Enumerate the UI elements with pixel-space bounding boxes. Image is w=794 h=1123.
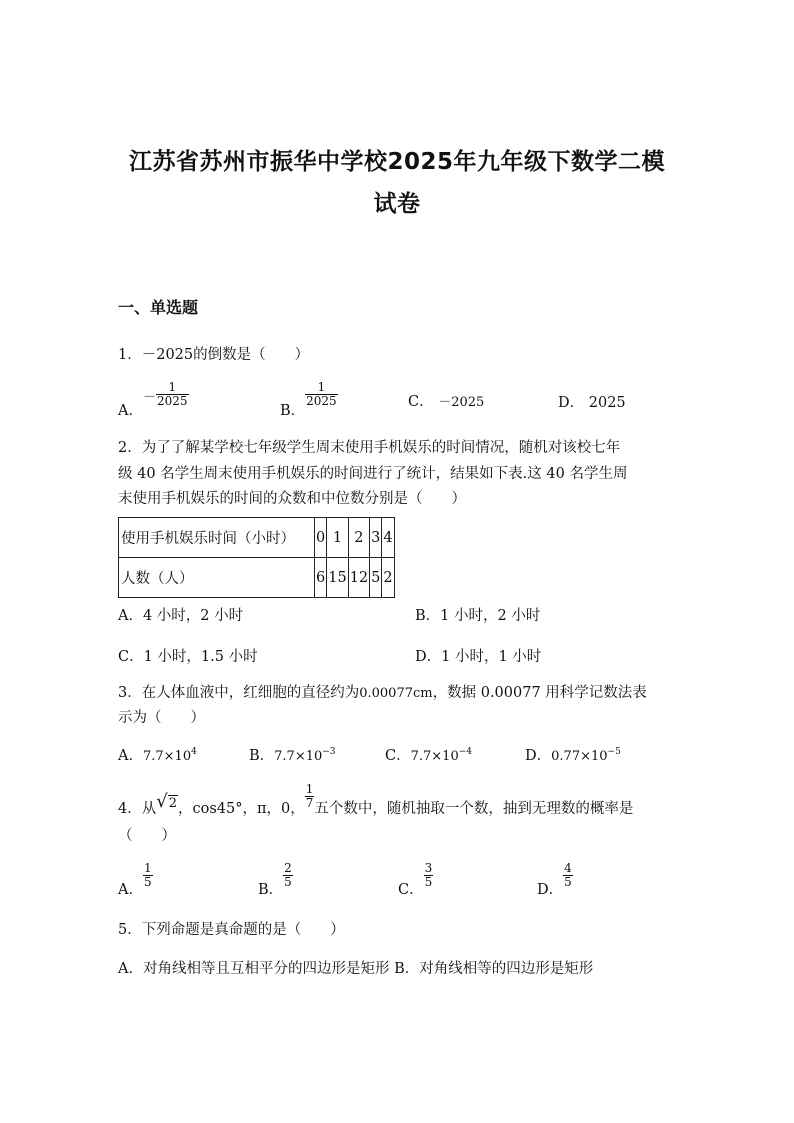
table-cell: 2 — [382, 558, 394, 598]
question-4-line1 — [118, 782, 634, 817]
page-title-line2: 试卷 — [373, 191, 421, 217]
q2-option-b: B．1 小时，2 小时 — [415, 608, 541, 624]
table-cell: 5 — [370, 558, 382, 598]
table-row — [119, 558, 395, 598]
q3-option-b — [249, 744, 336, 765]
q3-option-c — [385, 744, 472, 765]
table-cell: 0 — [315, 518, 327, 558]
q3-option-a — [118, 744, 197, 765]
table-cell: 4 — [382, 518, 394, 558]
table-row — [119, 518, 395, 558]
q4-b-num: 2 — [284, 861, 292, 875]
q1-a-sign: － — [142, 389, 156, 405]
q1-option-b — [280, 380, 338, 419]
question-3-line1 — [118, 681, 647, 702]
q1-a-num: 1 — [168, 380, 177, 394]
q3-text-post: ，数据 0.00077 用科学记数法表 — [432, 685, 647, 701]
q1-b-num: 1 — [317, 380, 326, 394]
q3-text-pre: 3．在人体血液中，红细胞的直径约为 — [118, 685, 360, 701]
q3-d-exp: −5 — [607, 747, 621, 758]
table-cell: 1 — [327, 518, 348, 558]
q4-d-label: D． — [537, 881, 564, 898]
q4-a-label: A． — [118, 881, 143, 898]
q3-value: 0.00077cm — [359, 686, 433, 701]
table-cell: 6 — [315, 558, 327, 598]
q3-c-base: 7.7×10 — [410, 749, 459, 764]
q4-a-fraction — [143, 862, 153, 889]
q4-d-den: 5 — [564, 875, 572, 889]
table-cell: 2 — [348, 518, 369, 558]
data-table — [118, 517, 395, 598]
q3-c-exp: −4 — [458, 747, 472, 758]
q4-c-label: C． — [398, 881, 424, 898]
q4-a-num: 1 — [143, 861, 152, 875]
q1-b-fraction — [305, 381, 338, 408]
q4-option-d — [537, 861, 573, 898]
q4-option-a — [118, 861, 153, 898]
q1-c-label: C． — [408, 394, 434, 410]
section-heading: 一、单选题 — [118, 298, 199, 317]
q4-text-pre: 4．从 — [118, 800, 157, 817]
question-2-line3: 末使用手机娱乐的时间的众数和中位数分别是（ ） — [118, 491, 466, 507]
q3-a-base: 7.7×10 — [142, 749, 192, 764]
q2-option-d: D．1 小时，1 小时 — [415, 649, 542, 665]
question-1-stem: 1．－2025的倒数是（ ） — [118, 347, 310, 363]
q4-frac-num: 1 — [305, 782, 314, 796]
question-2-line2: 级 40 名学生周末使用手机娱乐的时间进行了统计，结果如下表.这 40 名学生周 — [118, 466, 628, 482]
q1-a-fraction — [156, 381, 189, 408]
q1-d-label: D． — [558, 395, 585, 411]
q3-c-label: C． — [385, 748, 411, 764]
question-3-line2: 示为（ ） — [118, 710, 205, 726]
question-2-line1: 2．为了了解某学校七年级学生周末使用手机娱乐的时间情况，随机对该校七年 — [118, 440, 621, 456]
q4-a-den: 5 — [143, 875, 152, 889]
q4-c-fraction — [424, 862, 434, 889]
q2-option-c: C．1 小时，1.5 小时 — [118, 649, 258, 665]
q5-options-ab: A．对角线相等且互相平分的四边形是矩形 B．对角线相等的四边形是矩形 — [118, 961, 594, 977]
q4-text-post: 五个数中，随机抽取一个数，抽到无理数的概率是 — [314, 800, 634, 817]
q4-c-num: 3 — [424, 861, 433, 875]
q3-a-label: A． — [118, 748, 143, 764]
q4-b-fraction — [283, 862, 293, 889]
q1-b-label: B． — [280, 402, 306, 419]
table-cell: 15 — [327, 558, 348, 598]
q4-sqrt-value: 2 — [168, 795, 177, 811]
q4-frac-den: 7 — [305, 796, 314, 810]
q3-option-d — [525, 744, 621, 765]
q3-d-base: 0.77×10 — [551, 749, 608, 764]
q1-d-value: 2025 — [588, 395, 626, 411]
q4-d-fraction — [563, 862, 573, 889]
q3-b-base: 7.7×10 — [274, 749, 323, 764]
question-4-line2: （ ） — [118, 828, 176, 844]
table-cell: 12 — [348, 558, 369, 598]
q4-d-num: 4 — [564, 861, 572, 875]
q4-c-den: 5 — [424, 875, 433, 889]
q1-a-label: A． — [118, 402, 143, 419]
q4-option-b — [258, 861, 293, 898]
q1-option-c — [408, 390, 484, 411]
q4-b-label: B． — [258, 881, 284, 898]
q4-option-c — [398, 861, 433, 898]
q4-text-mid: ，cos45°，π，0， — [178, 800, 305, 817]
q2-option-a: A．4 小时，2 小时 — [118, 608, 244, 624]
q4-fraction — [305, 783, 315, 810]
q3-b-exp: −3 — [322, 747, 336, 758]
q4-sqrt: √2 — [156, 790, 177, 812]
table-cell: 3 — [370, 518, 382, 558]
q3-b-label: B． — [249, 748, 275, 764]
q3-d-label: D． — [525, 748, 552, 764]
table-row-header: 使用手机娱乐时间（小时） — [119, 518, 315, 558]
q1-option-a — [118, 380, 189, 419]
q1-b-den: 2025 — [306, 394, 337, 408]
page-title: 江苏省苏州市振华中学校2025年九年级下数学二模 — [128, 149, 665, 175]
q4-b-den: 5 — [284, 875, 292, 889]
table-row-header: 人数（人） — [119, 558, 315, 598]
question-5-stem: 5．下列命题是真命题的是（ ） — [118, 922, 345, 938]
q1-a-den: 2025 — [157, 394, 188, 408]
q1-c-value: －2025 — [438, 395, 485, 410]
q3-a-exp: 4 — [191, 747, 197, 758]
q1-option-d — [558, 391, 626, 412]
